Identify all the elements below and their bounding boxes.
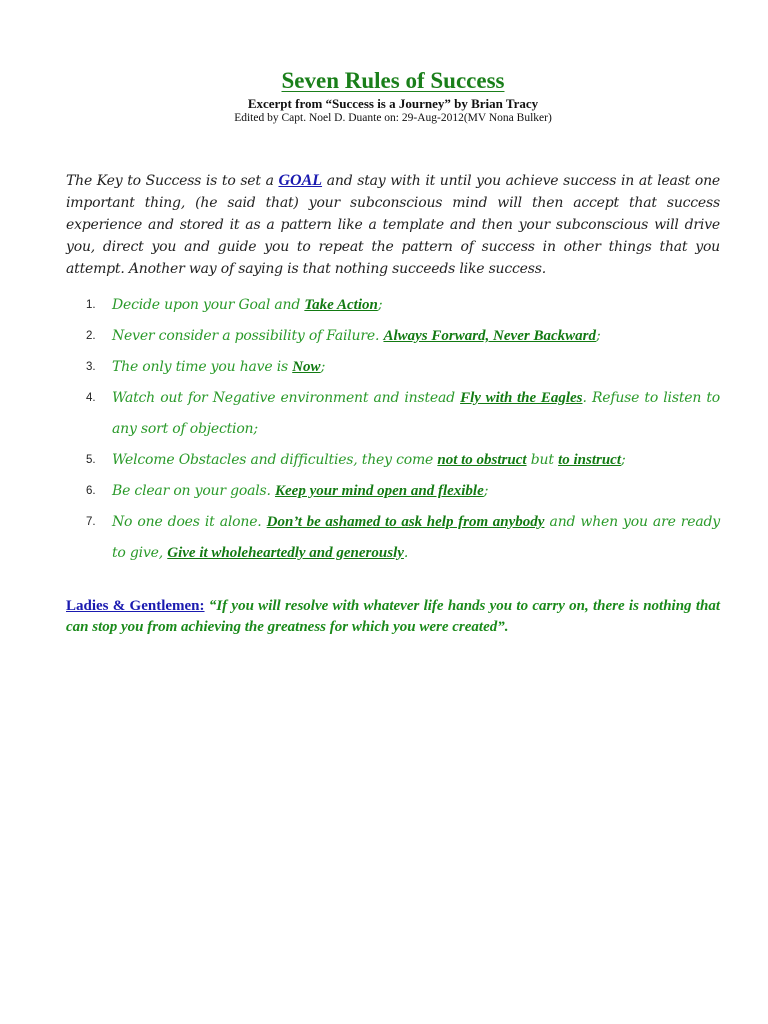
- rule-number: 6.: [86, 485, 96, 497]
- rule-text: Watch out for Negative environment and instead: [112, 390, 461, 406]
- rule-text: . Refuse to listen to any sort of objection;: [112, 390, 720, 437]
- closing-paragraph: [66, 596, 720, 638]
- closing-address: Ladies & Gentlemen:: [66, 598, 205, 614]
- intro-text-rest: and stay with it until you achieve success in at least one important thing, (he said that) your subconscious mind will then accept that success experience and stored it as a pattern like a template and then your subconscious will drive you, direct you and guide you to repeat the pattern of success in other things that you attempt. Another way of saying is that nothing succeeds like success.: [66, 173, 720, 277]
- document-title: Seven Rules of Success: [281, 68, 505, 93]
- rule-item: [66, 352, 720, 383]
- rule-text: .: [403, 545, 409, 561]
- rule-emphasis: Don’t be ashamed to ask help from anybody: [266, 514, 545, 530]
- rule-text: The only time you have is: [112, 359, 293, 375]
- rule-emphasis: Take Action: [304, 297, 378, 313]
- rule-item: [66, 445, 720, 476]
- rule-text: ;: [595, 328, 601, 344]
- rules-list: [66, 290, 720, 569]
- intro-text-start: The Key to Success is to set a: [66, 173, 279, 189]
- rule-number: 4.: [86, 392, 96, 404]
- rule-text: and when you are ready to give,: [112, 514, 720, 561]
- closing-quote: “If you will resolve with whatever life hands you to carry on, there is nothing that can stop you from achieving the greatness for which you were created”.: [66, 598, 721, 635]
- rule-emphasis: Keep your mind open and flexible: [275, 483, 484, 499]
- rule-item: [66, 476, 720, 507]
- rule-text: ;: [320, 359, 326, 375]
- rule-text: Decide upon your Goal and: [112, 297, 305, 313]
- rule-text: ;: [377, 297, 383, 313]
- rule-text: No one does it alone.: [112, 514, 267, 530]
- rule-text: Never consider a possibility of Failure.: [112, 328, 384, 344]
- rule-emphasis: Give it wholeheartedly and generously: [167, 545, 404, 561]
- rule-item: [66, 383, 720, 445]
- rule-number: 5.: [86, 454, 96, 466]
- rule-emphasis: to instruct: [558, 452, 621, 468]
- rule-item: [66, 507, 720, 569]
- edited-by-line: Edited by Capt. Noel D. Duante on: 29-Aug-2012(MV Nona Bulker): [234, 112, 552, 124]
- rule-emphasis: not to obstruct: [437, 452, 527, 468]
- rule-text: Be clear on your goals.: [112, 483, 276, 499]
- goal-emphasis: GOAL: [278, 172, 323, 189]
- rule-number: 3.: [86, 361, 96, 373]
- document-subtitle: Excerpt from “Success is a Journey” by Brian Tracy: [247, 96, 539, 111]
- rule-number: 1.: [86, 299, 96, 311]
- rule-text: ;: [621, 452, 626, 468]
- rule-number: 2.: [86, 330, 96, 342]
- rule-emphasis: Always Forward, Never Backward: [383, 328, 596, 344]
- rule-emphasis: Now: [292, 359, 321, 375]
- rule-text: but: [526, 452, 559, 468]
- rule-item: [66, 290, 720, 321]
- rule-text: ;: [483, 483, 489, 499]
- rule-item: [66, 321, 720, 352]
- rule-number: 7.: [86, 516, 96, 528]
- intro-paragraph: [66, 170, 720, 280]
- rule-emphasis: Fly with the Eagles: [460, 390, 583, 406]
- rule-text: Welcome Obstacles and difficulties, they come: [112, 452, 438, 468]
